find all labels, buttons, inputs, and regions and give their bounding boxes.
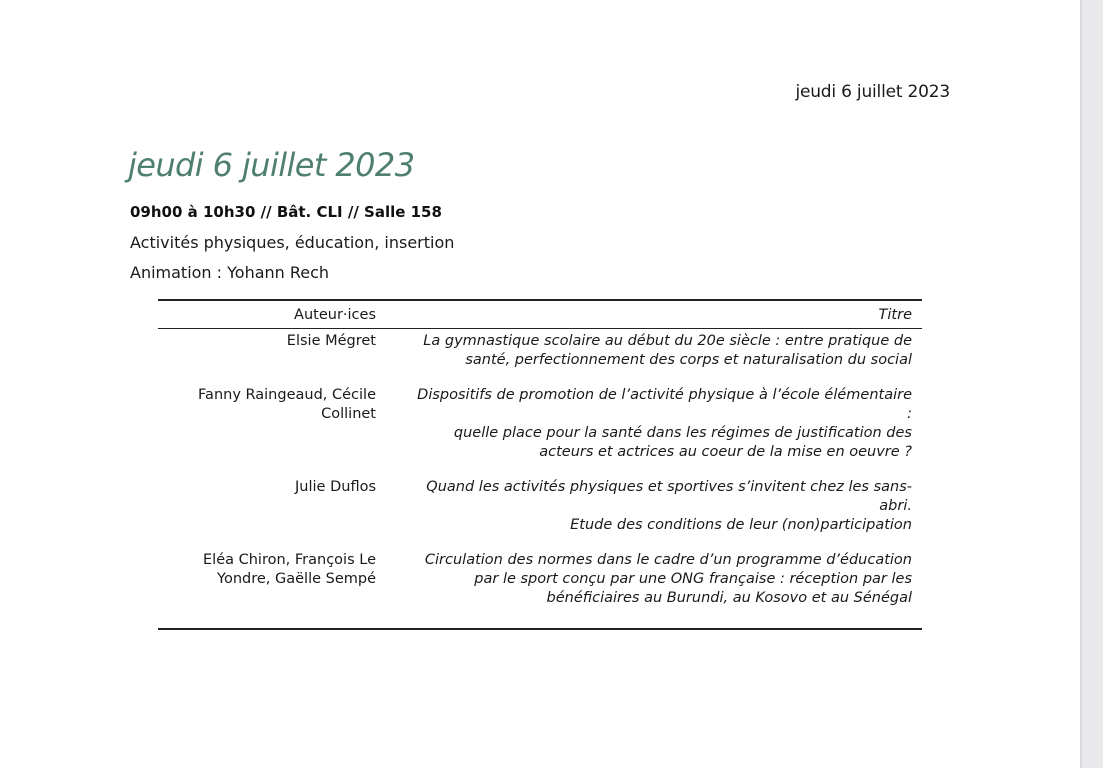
title-line: acteurs et actrices au coeur de la mise en oeuvre ? xyxy=(539,444,912,460)
title-line: par le sport conçu par une ONG française : réception par les xyxy=(474,571,912,587)
row-authors xyxy=(158,329,394,383)
row-title xyxy=(394,474,922,547)
title-line: Quand les activités physiques et sportives s’invitent chez les sans-abri. xyxy=(426,479,912,514)
title-line: Dispositifs de promotion de l’activité physique à l’école élémentaire : xyxy=(417,387,912,422)
session-topic: Activités physiques, éducation, insertion xyxy=(130,233,455,252)
author-text: Julie Duflos xyxy=(295,479,376,495)
title-line: Circulation des normes dans le cadre d’un programme d’éducation xyxy=(424,552,912,568)
row-title xyxy=(394,329,922,383)
table-row xyxy=(158,329,922,383)
session-time-location: 09h00 à 10h30 // Bât. CLI // Salle 158 xyxy=(130,203,442,221)
presentations-table-wrapper xyxy=(158,299,922,630)
table-header-row xyxy=(158,300,922,329)
author-text: Elsie Mégret xyxy=(286,333,376,349)
author-line: Eléa Chiron, François Le xyxy=(203,552,376,568)
section-date-title: jeudi 6 juillet 2023 xyxy=(128,146,415,184)
row-title xyxy=(394,547,922,629)
author-line: Collinet xyxy=(321,406,376,422)
table-row xyxy=(158,547,922,629)
title-line: La gymnastique scolaire au début du 20e siècle : entre pratique de xyxy=(423,333,912,349)
author-line: Yondre, Gaëlle Sempé xyxy=(217,571,376,587)
title-line: bénéficiaires au Burundi, au Kosovo et au Sénégal xyxy=(546,590,912,606)
table-row xyxy=(158,382,922,474)
table-row xyxy=(158,474,922,547)
title-line: quelle place pour la santé dans les régimes de justification des xyxy=(453,425,912,441)
column-header-authors: Auteur·ices xyxy=(294,307,376,323)
row-title xyxy=(394,382,922,474)
title-line: santé, perfectionnement des corps et naturalisation du social xyxy=(465,352,912,368)
row-authors xyxy=(158,474,394,547)
row-authors xyxy=(158,382,394,474)
running-header-date: jeudi 6 juillet 2023 xyxy=(795,82,950,102)
title-line: Etude des conditions de leur (non)participation xyxy=(570,517,912,533)
session-animation: Animation : Yohann Rech xyxy=(130,263,330,282)
presentations-table xyxy=(158,299,922,630)
column-header-title: Titre xyxy=(878,307,912,323)
author-line: Fanny Raingeaud, Cécile xyxy=(198,387,376,403)
row-authors xyxy=(158,547,394,629)
